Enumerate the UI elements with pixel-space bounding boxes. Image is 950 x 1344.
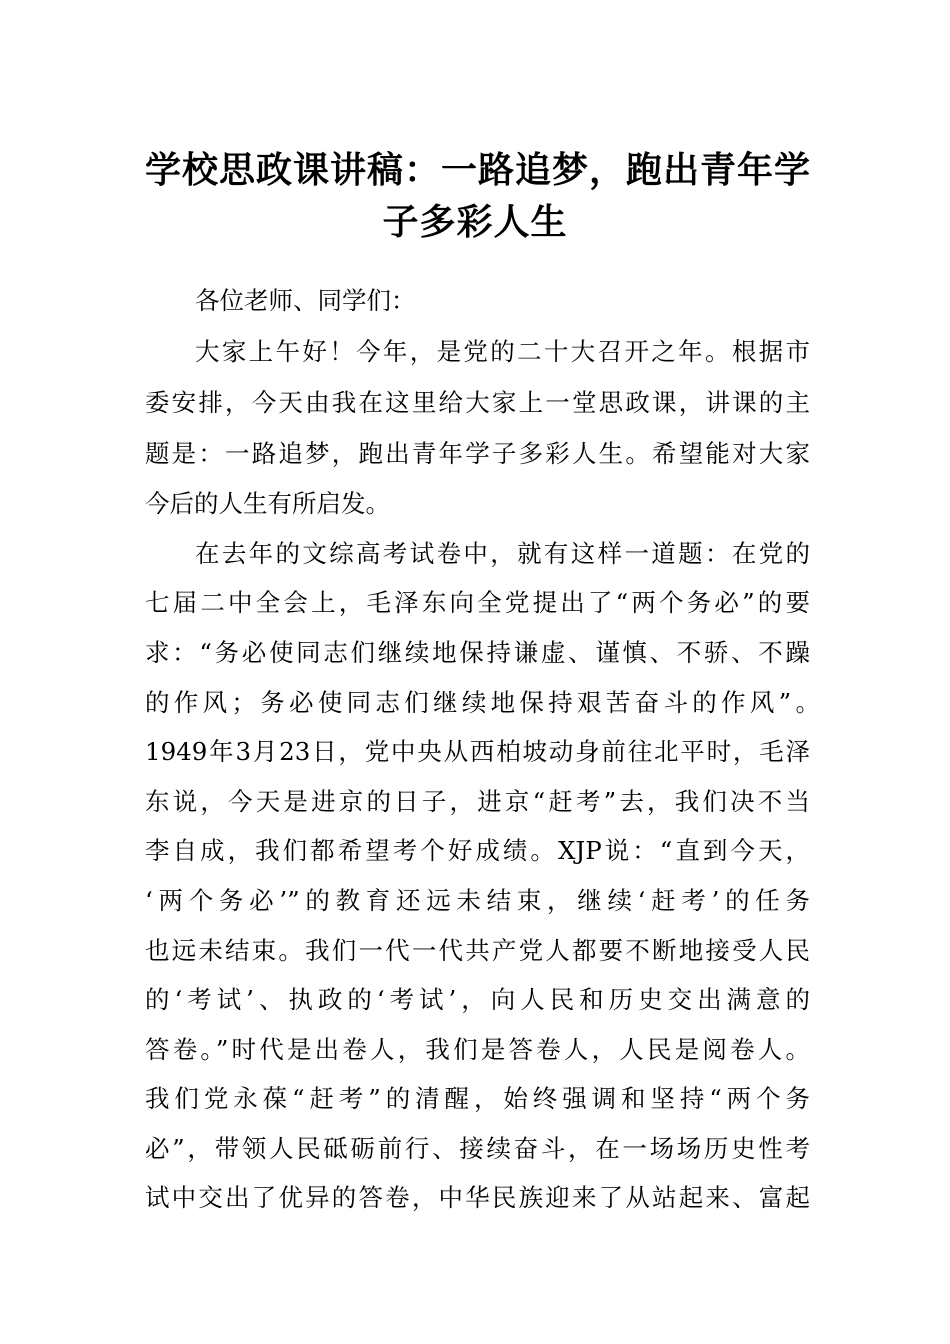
body-line: 我们党永葆“赶考”的清醒，始终强调和坚持“两个务 [145, 1084, 810, 1113]
body-line: 题是：一路追梦，跑出青年学子多彩人生。希望能对大家 [145, 439, 810, 468]
salutation: 各位老师、同学们： [195, 286, 416, 315]
body-line: 委安排，今天由我在这里给大家上一堂思政课，讲课的主 [145, 388, 810, 417]
body-line: 的作风；务必使同志们继续地保持艰苦奋斗的作风”。 [145, 688, 820, 717]
body-line: 大家上午好！今年，是党的二十大召开之年。根据市 [195, 337, 810, 366]
body-line: ‘两个务必’”的教育还远未结束，继续‘赶考’的任务 [145, 886, 810, 915]
document-title-line-2: 子多彩人生 [382, 201, 568, 243]
body-line: 试中交出了优异的答卷，中华民族迎来了从站起来、富起 [145, 1183, 810, 1212]
body-line: 答卷。”时代是出卷人，我们是答卷人，人民是阅卷人。 [145, 1035, 810, 1064]
body-line: 七届二中全会上，毛泽东向全党提出了“两个务必”的要 [145, 588, 810, 617]
body-line: 在去年的文综高考试卷中，就有这样一道题：在党的 [195, 539, 810, 568]
document-title-line-1: 学校思政课讲稿：一路追梦，跑出青年学 [145, 149, 812, 191]
body-line: 今后的人生有所启发。 [145, 489, 390, 518]
body-line: 也远未结束。我们一代一代共产党人都要不断地接受人民 [145, 936, 810, 965]
body-line: 求：“务必使同志们继续地保持谦虚、谨慎、不骄、不躁 [145, 638, 810, 667]
body-line: 的‘考试’、执政的‘考试’，向人民和历史交出满意的 [145, 985, 810, 1014]
body-line: 东说，今天是进京的日子，进京“赶考”去，我们决不当 [145, 787, 810, 816]
body-line: 李自成，我们都希望考个好成绩。XJP说：“直到今天， [145, 836, 810, 865]
body-line: 1949年3月23日，党中央从西柏坡动身前往北平时，毛泽 [145, 737, 810, 766]
body-line: 必”，带领人民砥砺前行、接续奋斗，在一场场历史性考 [145, 1134, 810, 1163]
